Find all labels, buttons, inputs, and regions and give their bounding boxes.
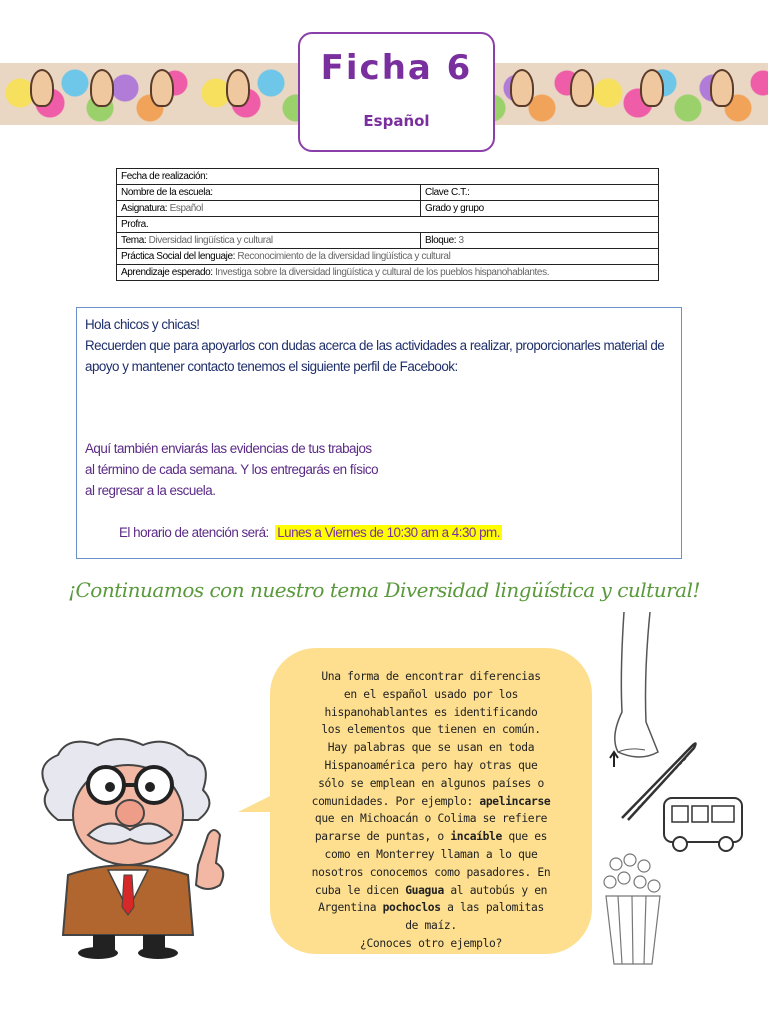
table-row — [117, 249, 659, 265]
bubble-span: al autobús y en — [450, 883, 548, 897]
bubble-line: Una forma de encontrar diferencias — [321, 670, 541, 683]
clave-label: Clave C.T.: — [425, 187, 470, 198]
title-card — [298, 32, 495, 152]
bubble-keyword: incaíble — [450, 830, 502, 844]
bubble-line: nosotros conocemos como pasadores. En — [311, 865, 551, 879]
table-row — [117, 217, 659, 233]
practica-value: Reconocimiento de la diversidad lingüística y cultural — [237, 251, 451, 262]
clave-cell — [421, 185, 659, 201]
bubble-line: ¿Conoces otro ejemplo? — [360, 936, 502, 950]
cartoon-face-icon — [640, 69, 664, 107]
bubble-span: pararse de puntas, o — [314, 830, 444, 844]
cartoon-face-icon — [150, 69, 174, 107]
tema-cell — [117, 233, 421, 249]
bubble-text — [288, 668, 574, 953]
bubble-line: Hay palabras que se usan en toda — [327, 741, 535, 755]
table-row — [117, 233, 659, 249]
schedule-highlight: Lunes a Viernes de 10:30 am a 4:30 pm. — [277, 525, 500, 540]
escuela-cell — [117, 185, 421, 201]
intro-paragraph — [85, 314, 675, 377]
cartoon-face-icon — [226, 69, 250, 107]
bubble-line: sólo se emplean en algunos países o — [318, 776, 544, 790]
fecha-label: Fecha de realización: — [121, 171, 208, 182]
bubble-line: hispanohablantes es identificando — [324, 705, 538, 719]
grado-cell — [421, 201, 659, 217]
bloque-cell — [421, 233, 659, 249]
professor-illustration — [28, 735, 260, 960]
bubble-line: Hispanoamérica pero hay otras que — [324, 758, 538, 772]
subject-label: Español — [363, 112, 430, 130]
bubble-line — [288, 899, 574, 917]
profra-label: Profra. — [121, 219, 149, 230]
cartoon-face-icon — [710, 69, 734, 107]
evidence-paragraph — [85, 438, 378, 501]
asignatura-label: Asignatura: — [121, 203, 168, 214]
grado-label: Grado y grupo — [425, 203, 484, 214]
cartoon-face-icon — [570, 69, 594, 107]
schedule-line — [119, 522, 502, 543]
tema-value: Diversidad lingüística y cultural — [148, 235, 273, 246]
info-table — [116, 168, 659, 281]
table-row — [117, 265, 659, 281]
bubble-keyword: apelincarse — [479, 794, 551, 808]
cartoon-face-icon — [90, 69, 114, 107]
tema-label: Tema: — [121, 235, 147, 246]
bubble-line — [288, 828, 574, 846]
bubble-line — [288, 793, 574, 811]
evidence-line: al regresar a la escuela. — [85, 483, 216, 498]
table-row — [117, 201, 659, 217]
evidence-line: Aquí también enviarás las evidencias de tus trabajos — [85, 441, 372, 456]
bubble-keyword: pochoclos — [382, 901, 441, 915]
table-row — [117, 185, 659, 201]
schedule-label: El horario de atención será: — [119, 525, 269, 540]
bubble-span: a las palomitas — [447, 901, 544, 915]
table-row — [117, 169, 659, 185]
intro-line: Recuerden que para apoyarlos con dudas acerca de las actividades a realizar, proporcionarles material de — [85, 338, 665, 353]
practica-label: Práctica Social del lenguaje: — [121, 251, 236, 262]
evidence-line: al término de cada semana. Y los entregarás en físico — [85, 462, 379, 477]
bubble-line: en el español usado por los — [343, 687, 519, 701]
aprendizaje-value: Investiga sobre la diversidad lingüística y cultural de los pueblos hispanohablantes. — [215, 267, 550, 278]
bubble-line: de maíz. — [405, 919, 457, 933]
profra-cell — [117, 217, 659, 233]
bubble-line: que en Michoacán o Colima se refiere — [314, 812, 548, 826]
aprendizaje-cell — [117, 265, 659, 281]
cartoon-face-icon — [30, 69, 54, 107]
escuela-label: Nombre de la escuela: — [121, 187, 213, 198]
bubble-span: que es — [508, 830, 548, 844]
cartoon-face-icon — [510, 69, 534, 107]
bubble-span: Argentina — [318, 901, 377, 915]
bloque-label: Bloque: — [425, 235, 457, 246]
message-box — [76, 307, 682, 559]
fecha-cell — [117, 169, 659, 185]
asignatura-cell — [117, 201, 421, 217]
intro-line: apoyo y mantener contacto tenemos el siguiente perfil de Facebook: — [85, 359, 458, 374]
greeting-text: Hola chicos y chicas! — [85, 317, 200, 332]
popcorn-icon — [596, 852, 672, 972]
section-heading: ¡Continuamos con nuestro tema Diversidad lingüística y cultural! — [67, 578, 701, 602]
aprendizaje-label: Aprendizaje esperado: — [121, 267, 213, 278]
bus-icon — [660, 792, 748, 858]
bubble-line — [288, 882, 574, 900]
asignatura-value: Español — [169, 203, 203, 214]
bloque-value: 3 — [458, 235, 464, 246]
bubble-line: como en Monterrey llaman a lo que — [324, 847, 538, 861]
page-title: Ficha 6 — [320, 48, 473, 88]
bubble-span: cuba le dicen — [314, 883, 399, 897]
bubble-span: comunidades. Por ejemplo: — [311, 794, 473, 808]
bubble-line: los elementos que tienen en común. — [321, 723, 541, 737]
bubble-keyword: Guagua — [405, 883, 444, 897]
practica-cell — [117, 249, 659, 265]
